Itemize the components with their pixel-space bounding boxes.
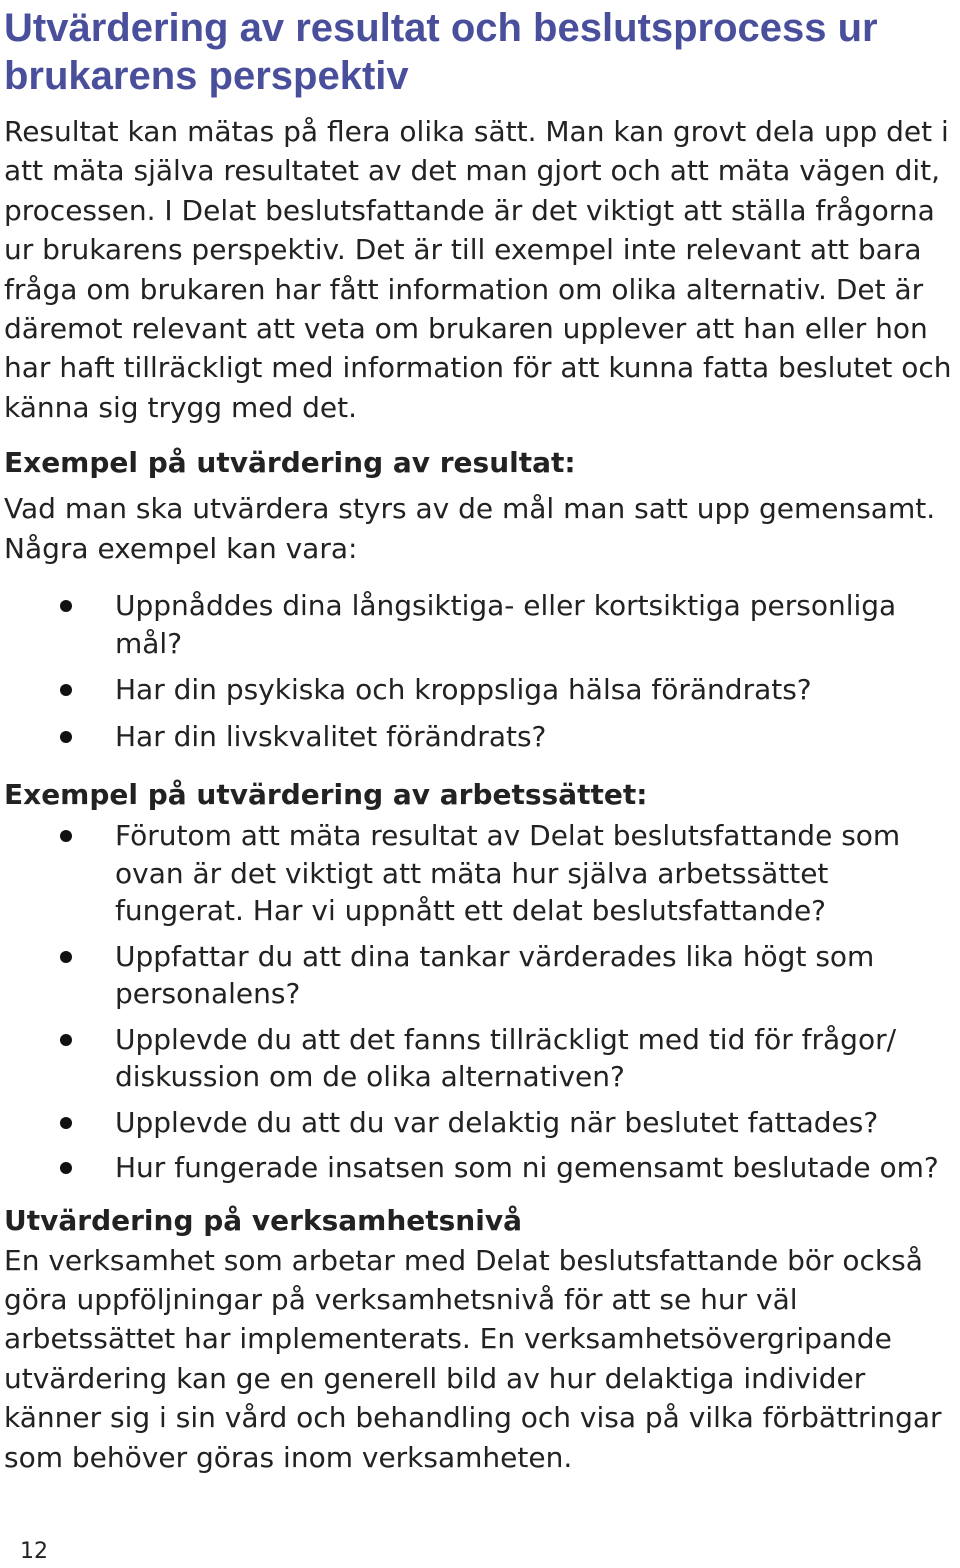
list-item-text: Upplevde du att det fanns tillräckligt med tid för frågor/ diskussion om de olika alternativen? — [115, 1022, 897, 1094]
bullet-icon — [60, 684, 72, 696]
document-page — [4, 0, 956, 1477]
results-heading: Exempel på utvärdering av resultat: — [4, 446, 576, 480]
method-bullet-list — [4, 817, 956, 1187]
list-item — [4, 938, 956, 1013]
bullet-icon — [60, 600, 72, 612]
page-number: 12 — [20, 1539, 48, 1564]
list-item-text: Uppfattar du att dina tankar värderades lika högt som personalens? — [115, 939, 875, 1011]
list-item — [4, 1021, 956, 1096]
list-item — [4, 587, 956, 662]
list-item-text: Upplevde du att du var delaktig när beslutet fattades? — [115, 1105, 879, 1139]
page-title: Utvärdering av resultat och beslutsprocess ur brukarens perspektiv — [4, 6, 878, 98]
list-item — [4, 1149, 956, 1187]
list-item — [4, 671, 956, 709]
organization-paragraph: En verksamhet som arbetar med Delat beslutsfattande bör också göra uppföljningar på verksamhetsnivå för att se hur väl arbetssättet har implementerats. En verksamhetsövergripande utvärdering kan ge en generell bild av hur delaktiga individer känner sig i sin vård och behandling och visa på vilka förbättringar som behöver göras inom verksamheten. — [4, 1243, 942, 1474]
list-item — [4, 817, 956, 930]
bullet-icon — [60, 830, 72, 842]
intro-paragraph: Resultat kan mätas på flera olika sätt. Man kan grovt dela upp det i att mäta själva resultatet av det man gjort och att mäta vägen dit, processen. I Delat beslutsfattande är det viktigt att ställa frågorna ur brukarens perspektiv. Det är till exempel inte relevant att bara fråga om brukaren har fått information om olika alternativ. Det är däremot relevant att veta om brukaren upplever att han eller hon har haft tillräckligt med information för att kunna fatta beslutet och känna sig trygg med det. — [4, 115, 952, 424]
list-item-text: Hur fungerade insatsen som ni gemensamt beslutade om? — [115, 1151, 939, 1185]
bullet-icon — [60, 1162, 72, 1174]
results-description: Vad man ska utvärdera styrs av de mål man satt upp gemensamt. Några exempel kan vara: — [4, 492, 936, 565]
list-item-text: Uppnåddes dina långsiktiga- eller kortsiktiga personliga mål? — [115, 589, 897, 660]
results-bullet-list — [4, 587, 956, 755]
list-item — [4, 718, 956, 756]
organization-heading: Utvärdering på verksamhetsnivå — [4, 1203, 522, 1237]
list-item-text: Har din psykiska och kroppsliga hälsa förändrats? — [115, 673, 812, 707]
bullet-icon — [60, 951, 72, 963]
list-item-text: Har din livskvalitet förändrats? — [115, 719, 547, 753]
list-item — [4, 1104, 956, 1142]
method-heading: Exempel på utvärdering av arbetssättet: — [4, 778, 648, 812]
list-item-text: Förutom att mäta resultat av Delat beslutsfattande som ovan är det viktigt att mäta hur själva arbetssättet fungerat. Har vi uppnått ett delat beslutsfattande? — [115, 819, 901, 928]
bullet-icon — [60, 731, 72, 743]
bullet-icon — [60, 1034, 72, 1046]
bullet-icon — [60, 1117, 72, 1129]
